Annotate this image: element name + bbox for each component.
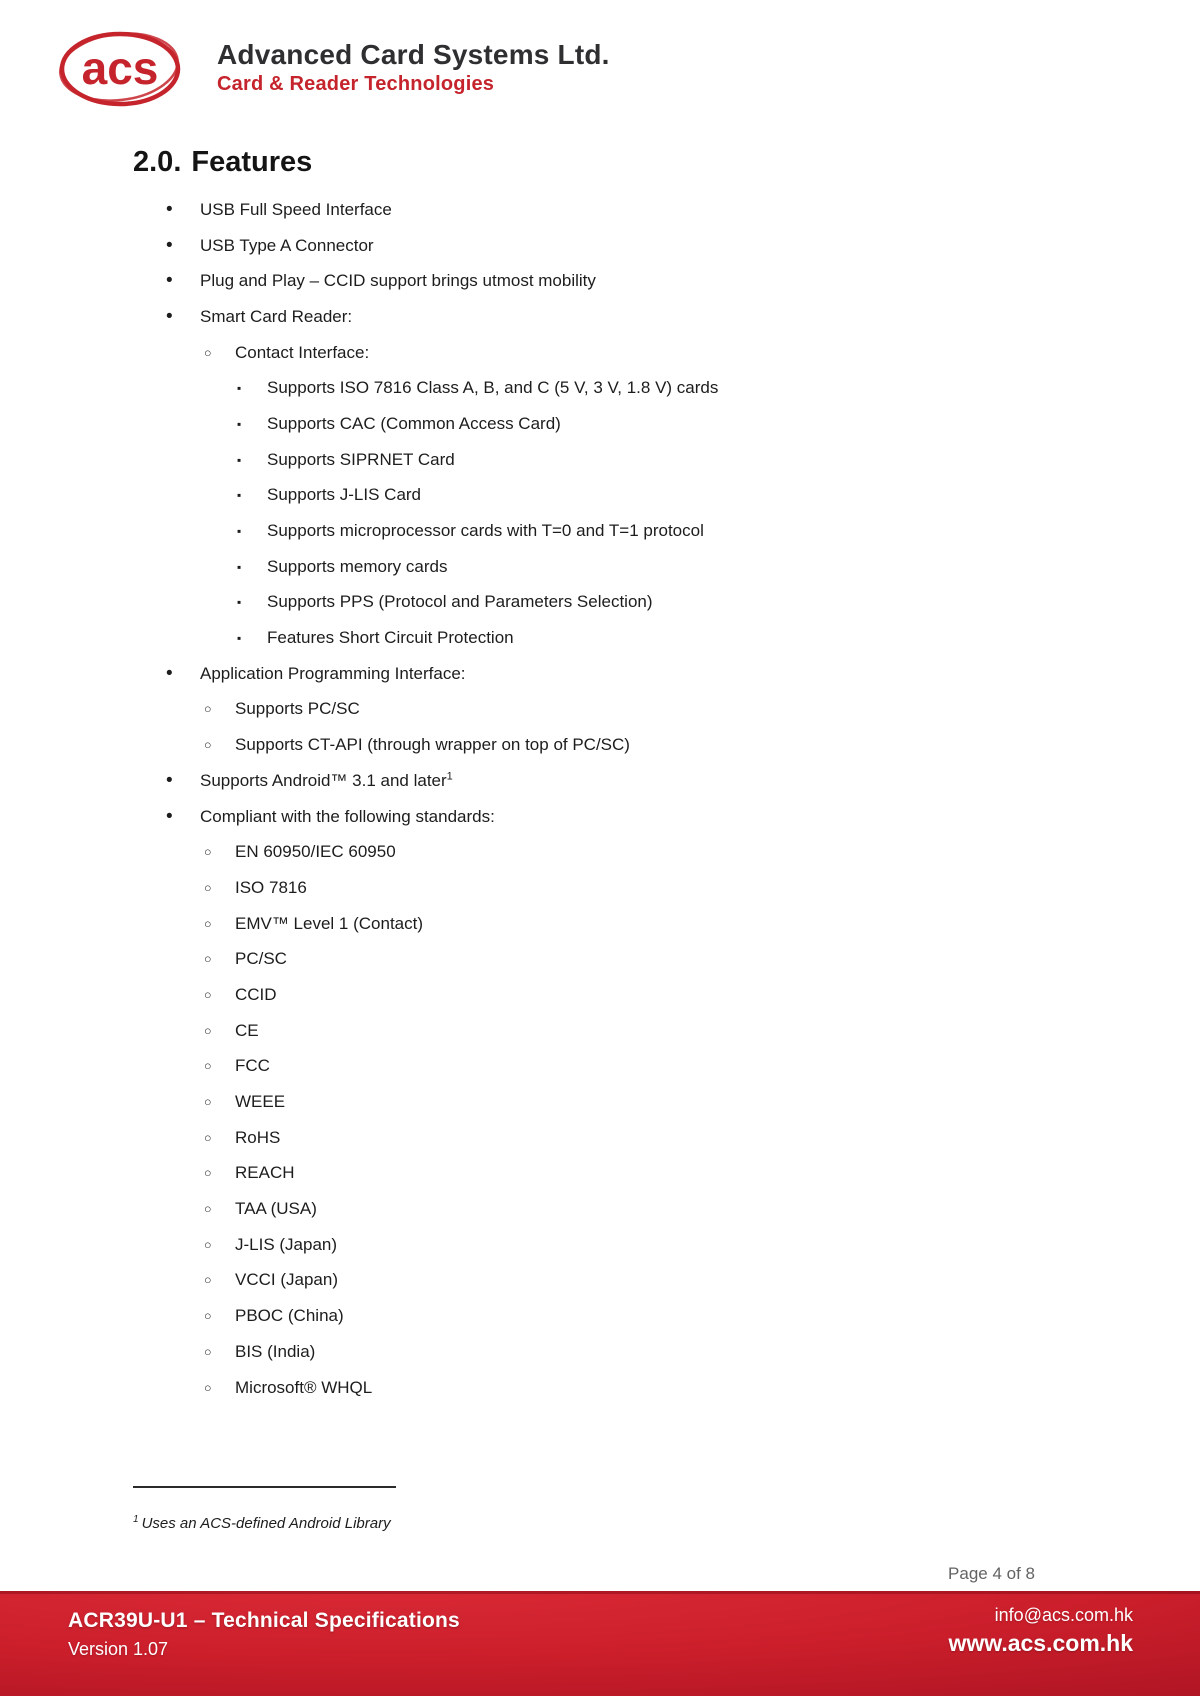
bullet-icon: • (166, 805, 173, 827)
list-item (133, 192, 1140, 228)
document-version: Version 1.07 (68, 1639, 169, 1660)
circle-icon: ○ (204, 345, 212, 360)
list-item-text: Compliant with the following standards: (200, 806, 495, 826)
list-item-text: WEEE (235, 1092, 286, 1112)
list-item (133, 442, 1140, 478)
list-item-text: CCID (235, 984, 277, 1004)
bullet-icon: • (166, 198, 173, 220)
square-icon: ▪ (237, 488, 242, 503)
circle-icon: ○ (204, 952, 212, 967)
square-icon: ▪ (237, 452, 242, 467)
list-item-text: Supports PC/SC (235, 699, 360, 719)
list-item-text: TAA (USA) (235, 1199, 317, 1219)
list-item-text: Supports microprocessor cards with T=0 and T=1 protocol (267, 521, 704, 541)
circle-icon: ○ (204, 1166, 212, 1181)
circle-icon: ○ (204, 1059, 212, 1074)
list-item (133, 1334, 1140, 1370)
list-item-text: EMV™ Level 1 (Contact) (235, 913, 424, 933)
company-tagline: Card & Reader Technologies (217, 72, 495, 95)
list-item-text: Application Programming Interface: (200, 663, 466, 683)
list-item (133, 1120, 1140, 1156)
page-content (133, 146, 1140, 1405)
section-heading (133, 146, 1140, 178)
square-icon: ▪ (237, 559, 242, 574)
list-item (133, 549, 1140, 585)
brand-block (217, 40, 610, 96)
list-item (133, 1227, 1140, 1263)
list-item (133, 1156, 1140, 1192)
list-item (133, 1298, 1140, 1334)
list-item-text: FCC (235, 1056, 270, 1076)
list-item-text: Supports CAC (Common Access Card) (267, 413, 561, 433)
footer-right (949, 1605, 1134, 1657)
square-icon: ▪ (237, 524, 242, 539)
list-item (133, 1263, 1140, 1299)
list-item (133, 977, 1140, 1013)
list-item-text: USB Type A Connector (200, 235, 374, 255)
list-item-text: Microsoft® WHQL (235, 1377, 373, 1397)
svg-text:acs: acs (81, 42, 159, 94)
circle-icon: ○ (204, 1380, 212, 1395)
square-icon: ▪ (237, 631, 242, 646)
list-item-text: BIS (India) (235, 1341, 316, 1361)
list-item (133, 941, 1140, 977)
list-item-text: Supports SIPRNET Card (267, 449, 455, 469)
list-item (133, 799, 1140, 835)
circle-icon: ○ (204, 880, 212, 895)
list-item (133, 834, 1140, 870)
list-item (133, 620, 1140, 656)
list-item-text: Supports J-LIS Card (267, 485, 422, 505)
circle-icon: ○ (204, 916, 212, 931)
circle-icon: ○ (204, 987, 212, 1002)
section-number: 2.0. (133, 146, 182, 178)
list-item (133, 906, 1140, 942)
list-item-text: VCCI (Japan) (235, 1270, 338, 1290)
list-item-text: RoHS (235, 1127, 281, 1147)
list-item-text: REACH (235, 1163, 295, 1183)
list-item (133, 870, 1140, 906)
website-link[interactable]: www.acs.com.hk (948, 1630, 1133, 1656)
list-item-text: Supports Android™ 3.1 and later$^1$ (200, 770, 453, 790)
list-item (133, 1013, 1140, 1049)
list-item-text: J-LIS (Japan) (235, 1234, 338, 1254)
list-item-text: Supports CT-API (through wrapper on top of PC/SC) (235, 735, 630, 755)
list-item (133, 1370, 1140, 1406)
contact-email-link[interactable]: info@acs.com.hk (994, 1605, 1133, 1625)
list-item (133, 656, 1140, 692)
list-item-text: Features Short Circuit Protection (267, 628, 514, 648)
bullet-icon: • (166, 662, 173, 684)
list-item (133, 299, 1140, 335)
circle-icon: ○ (204, 1023, 212, 1038)
list-item (133, 513, 1140, 549)
footnote-reference: 1 (446, 770, 453, 783)
list-item-text: Supports ISO 7816 Class A, B, and C (5 V, 3 V, 1.8 V) cards (267, 378, 719, 398)
list-item-text: PC/SC (235, 949, 287, 969)
list-item-text: CE (235, 1020, 259, 1040)
footnote-marker: 1 (133, 1514, 139, 1525)
footnote-text: Uses an ACS-defined Android Library (141, 1515, 391, 1532)
circle-icon: ○ (204, 1309, 212, 1324)
square-icon: ▪ (237, 595, 242, 610)
circle-icon: ○ (204, 1273, 212, 1288)
list-item (133, 370, 1140, 406)
list-item (133, 692, 1140, 728)
list-item (133, 335, 1140, 371)
company-name: Advanced Card Systems Ltd. (217, 39, 610, 70)
footnote (133, 1514, 391, 1532)
list-item-text: PBOC (China) (235, 1306, 344, 1326)
list-item-text: Plug and Play – CCID support brings utmost mobility (200, 271, 596, 291)
circle-icon: ○ (204, 1237, 212, 1252)
list-item-text: Contact Interface: (235, 342, 370, 362)
page-number: Page 4 of 8 (948, 1564, 1035, 1583)
list-item-text: Supports PPS (Protocol and Parameters Selection) (267, 592, 653, 612)
circle-icon: ○ (204, 738, 212, 753)
footer-left (68, 1607, 460, 1660)
circle-icon: ○ (204, 1202, 212, 1217)
list-item (133, 727, 1140, 763)
list-item (133, 406, 1140, 442)
circle-icon: ○ (204, 1130, 212, 1145)
list-item-text: USB Full Speed Interface (200, 199, 392, 219)
circle-icon: ○ (204, 845, 212, 860)
circle-icon: ○ (204, 1095, 212, 1110)
bullet-icon: • (166, 769, 173, 791)
list-item-text: Supports memory cards (267, 556, 448, 576)
list-item (133, 1191, 1140, 1227)
circle-icon: ○ (204, 1344, 212, 1359)
list-item (133, 478, 1140, 514)
bullet-icon: • (166, 234, 173, 256)
list-item (133, 763, 1140, 799)
list-item (133, 1049, 1140, 1085)
list-item (133, 585, 1140, 621)
square-icon: ▪ (237, 416, 242, 431)
list-item-text: EN 60950/IEC 60950 (235, 842, 396, 862)
list-item (133, 1084, 1140, 1120)
acs-logo-icon (56, 24, 184, 112)
footnote-separator (133, 1486, 396, 1488)
document-title: ACR39U-U1 – Technical Specifications (68, 1609, 460, 1632)
features-list (133, 192, 1140, 1405)
footer-bar (0, 1591, 1200, 1696)
bullet-icon: • (166, 305, 173, 327)
section-title: Features (191, 146, 313, 178)
list-item-text: ISO 7816 (235, 877, 307, 897)
circle-icon: ○ (204, 702, 212, 717)
square-icon: ▪ (237, 381, 242, 396)
bullet-icon: • (166, 270, 173, 292)
list-item (133, 228, 1140, 264)
list-item-text: Smart Card Reader: (200, 306, 353, 326)
list-item (133, 263, 1140, 299)
